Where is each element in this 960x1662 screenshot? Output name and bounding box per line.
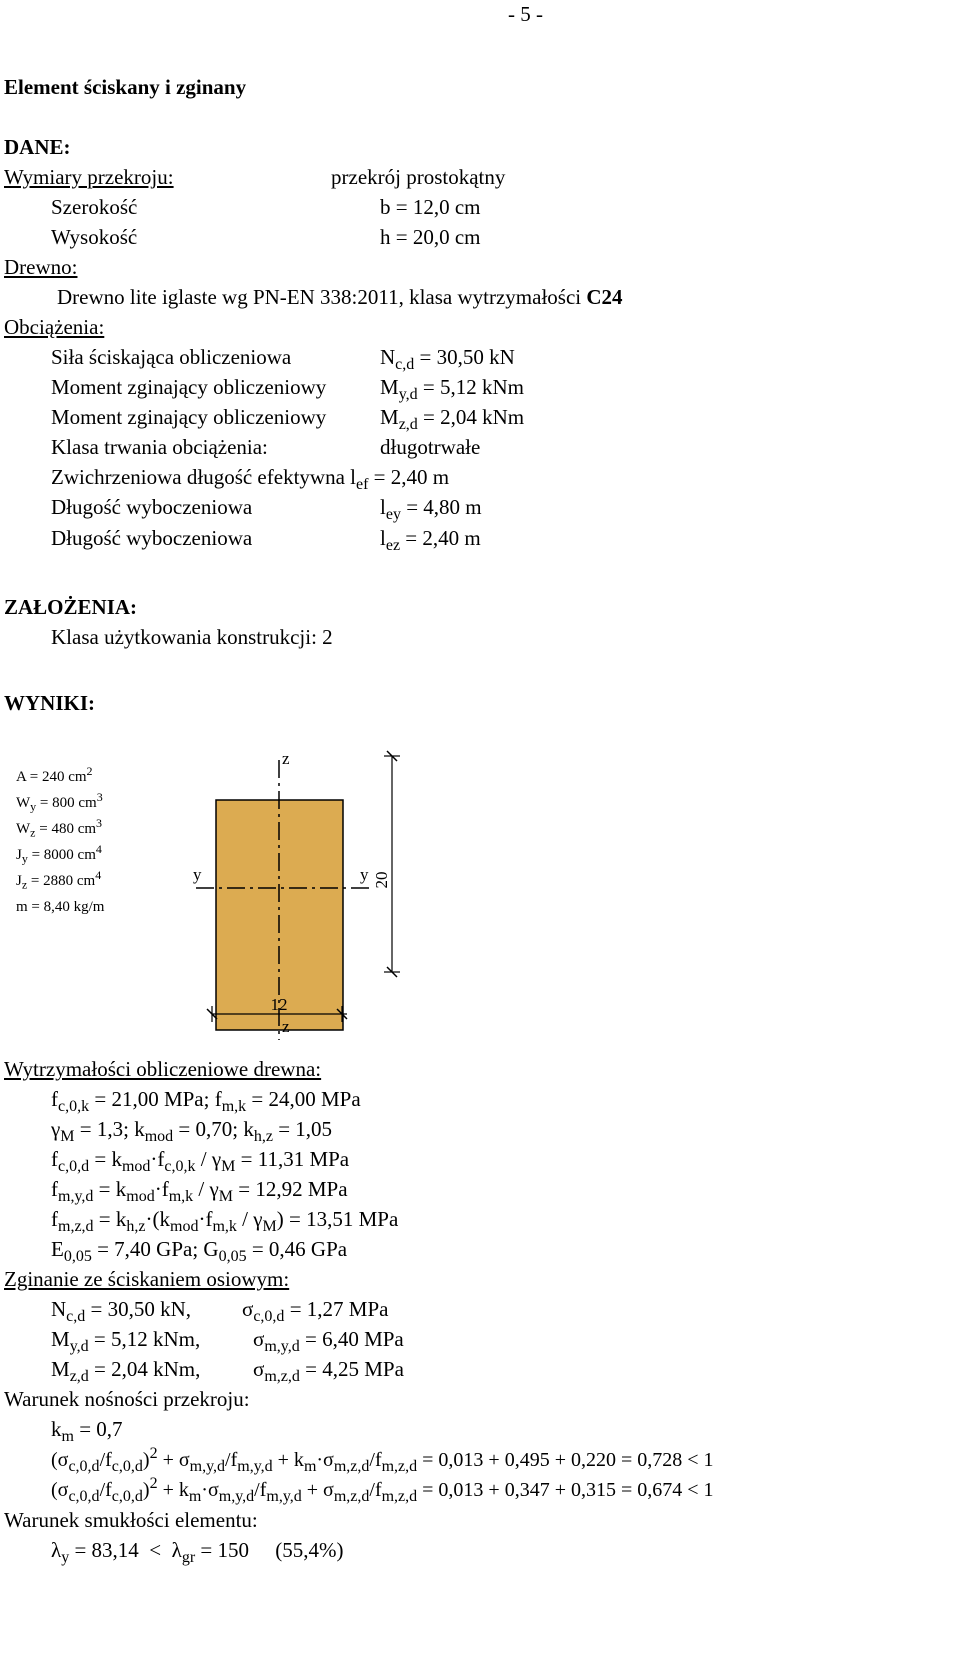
f1-p4s: m,y,d: [189, 1457, 226, 1475]
f2-p3e: 2: [149, 1475, 158, 1492]
lef-val: = 2,40 m: [368, 465, 450, 489]
f2-p7: + σ: [301, 1479, 334, 1501]
b2-b: = 5,12 kNm,: [88, 1327, 201, 1351]
height-dimension: [372, 751, 400, 977]
s5-a-sub: m,z,d: [58, 1217, 94, 1235]
s3-b-sub: mod: [121, 1157, 151, 1175]
s2-b: = 1,3; k: [74, 1117, 145, 1141]
s3-a-sub: c,0,d: [58, 1157, 90, 1175]
s5-b: = k: [93, 1207, 127, 1231]
s4-b-sub: mod: [126, 1187, 155, 1205]
drewno-label: Drewno:: [4, 255, 78, 279]
klasa-trwania-label: Klasa trwania obciążenia:: [51, 435, 268, 459]
axis-z-bottom-label: z: [282, 1017, 290, 1036]
prop-jy-exp: 4: [95, 842, 102, 856]
f1-p5s: m,y,d: [237, 1457, 273, 1475]
f2-p8: /f: [369, 1479, 382, 1501]
b2-a-sub: y,d: [69, 1337, 89, 1355]
cross-section-diagram: [180, 749, 420, 1080]
f1-p8s: m,z,d: [381, 1457, 418, 1475]
dim-width-label: 12: [270, 995, 288, 1014]
bending-row-2-left: [51, 1327, 201, 1355]
f1-p6s: m: [303, 1457, 317, 1475]
lef-label: Zwichrzeniowa długość efektywna l: [51, 465, 356, 489]
bending-row-1-left: [51, 1297, 192, 1325]
bending-row-1-right: [242, 1297, 389, 1325]
s2-a: γ: [51, 1117, 61, 1141]
b2-d: = 6,40 MPa: [299, 1327, 404, 1351]
sl-c: = 150 (55,4%): [195, 1538, 344, 1562]
zalozenia-text: Klasa użytkowania konstrukcji: 2: [51, 625, 333, 649]
bending-row-2-right: [253, 1327, 404, 1355]
bending-row-3-left: [51, 1357, 201, 1385]
s5-a: f: [51, 1207, 58, 1231]
f2-p4: + k: [157, 1479, 189, 1501]
s4-a: f: [51, 1177, 58, 1201]
s5-e-sub: M: [262, 1217, 277, 1235]
page-number: - 5 -: [508, 2, 543, 26]
sila-val: = 30,50 kN: [414, 345, 515, 369]
sila-label: Siła ściskająca obliczeniowa: [51, 345, 292, 369]
s1-a: f: [51, 1087, 58, 1111]
b2-a: M: [51, 1327, 70, 1351]
s5-f: ) = 13,51 MPa: [276, 1207, 399, 1231]
s5-c: ·(k: [145, 1207, 170, 1231]
prop-jz-sub: z: [21, 877, 28, 892]
prop-jz: [16, 868, 102, 892]
drewno-desc: [57, 287, 623, 308]
szerokosc-value: b = 12,0 cm: [380, 195, 481, 219]
s4-c-sub: m,k: [168, 1187, 194, 1205]
mz-value: [380, 405, 525, 433]
ley-val: = 4,80 m: [400, 495, 482, 519]
capacity-heading: Warunek nośności przekroju:: [4, 1387, 250, 1411]
my-val: = 5,12 kNm: [417, 375, 524, 399]
f2-p6s: m,y,d: [266, 1487, 302, 1505]
prop-wy-exp: 3: [96, 790, 103, 804]
capacity-formula-2: [51, 1475, 714, 1505]
s3-d: / γ: [195, 1147, 222, 1171]
s2-d: = 1,05: [272, 1117, 333, 1141]
prop-jy-val: = 8000 cm: [27, 847, 96, 863]
mz-label: Moment zginający obliczeniowy: [51, 405, 327, 429]
strength-line-5: [51, 1207, 399, 1235]
f2-p4s: m: [188, 1487, 202, 1505]
b3-d: = 4,25 MPa: [299, 1357, 404, 1381]
b1-a-sub: c,d: [66, 1307, 86, 1325]
prop-wy-sym: W: [16, 795, 31, 811]
sila-value: [380, 345, 515, 373]
prop-wy-val: = 800 cm: [36, 795, 97, 811]
ley-symbol: l: [380, 495, 386, 519]
s1-c: = 24,00 MPa: [246, 1087, 361, 1111]
lez-val: = 2,40 m: [400, 526, 481, 550]
b2-c: σ: [253, 1327, 265, 1351]
f1-p8: /f: [369, 1449, 382, 1471]
szerokosc-label: Szerokość: [51, 195, 138, 219]
s1-b: = 21,00 MPa; f: [89, 1087, 222, 1111]
lef-row: [51, 465, 450, 493]
my-sub: y,d: [398, 385, 418, 403]
axis-y-left-label: y: [193, 865, 202, 884]
s6-b-sub: 0,05: [218, 1247, 247, 1265]
s3-c: ·f: [150, 1147, 165, 1171]
f1-p7s: m,z,d: [333, 1457, 370, 1475]
strength-line-1: [51, 1087, 361, 1115]
f1-p4: + σ: [157, 1449, 190, 1471]
ley-sub: ey: [385, 505, 401, 523]
prop-jz-val: = 2880 cm: [27, 873, 96, 889]
km-val: = 0,7: [73, 1417, 123, 1441]
f1-p3: ): [142, 1449, 150, 1471]
s4-a-sub: m,y,d: [58, 1187, 94, 1205]
s5-e: / γ: [236, 1207, 263, 1231]
km-sym: k: [51, 1417, 62, 1441]
f1-p7: ·σ: [316, 1449, 334, 1471]
s2-c-sub: h,z: [253, 1127, 273, 1145]
s2-a-sub: M: [60, 1127, 75, 1145]
s6-b: = 7,40 GPa; G: [91, 1237, 219, 1261]
bending-row-3-right: [253, 1357, 404, 1385]
s4-b: = k: [93, 1177, 127, 1201]
zalozenia-heading: ZAŁOŻENIA:: [4, 595, 138, 619]
wyniki-heading: WYNIKI:: [4, 691, 96, 715]
sl-b-sub: gr: [181, 1548, 196, 1566]
f1-p3e: 2: [149, 1445, 158, 1462]
b2-c-sub: m,y,d: [264, 1337, 300, 1355]
strength-line-3: [51, 1147, 350, 1175]
lez-value: [380, 526, 481, 554]
strength-line-4: [51, 1177, 348, 1205]
s4-d: / γ: [193, 1177, 219, 1201]
slenderness-heading: Warunek smukłości elementu:: [4, 1508, 258, 1532]
f2-p5: ·σ: [201, 1479, 219, 1501]
wymiary-value: przekrój prostokątny: [331, 165, 506, 189]
sl-b: = 83,14 < λ: [69, 1538, 182, 1562]
b1-c: σ: [242, 1297, 254, 1321]
s4-d-sub: M: [218, 1187, 234, 1205]
f2-p2: /f: [99, 1479, 112, 1501]
f1-result: = 0,013 + 0,495 + 0,220 = 0,728 < 1: [417, 1449, 714, 1471]
f2-p7s: m,z,d: [333, 1487, 370, 1505]
s5-c-sub: mod: [170, 1217, 199, 1235]
my-symbol: M: [380, 375, 399, 399]
prop-wz-sub: z: [30, 825, 36, 840]
prop-wy: [16, 790, 103, 814]
lez-sub: ez: [385, 536, 401, 554]
s6-a-sub: 0,05: [63, 1247, 92, 1265]
prop-area: [16, 764, 93, 785]
klasa-trwania-value: długotrwałe: [380, 435, 481, 459]
f2-p1: (σ: [51, 1479, 69, 1501]
dane-heading: DANE:: [4, 135, 71, 159]
lez-label: Długość wyboczeniowa: [51, 526, 253, 550]
s3-c-sub: c,0,k: [164, 1157, 196, 1175]
s3-e: = 11,31 MPa: [235, 1147, 350, 1171]
sila-sub: c,d: [395, 355, 415, 373]
capacity-formula-1: [51, 1445, 714, 1475]
wymiary-label: Wymiary przekroju:: [4, 165, 174, 189]
sila-symbol: N: [380, 345, 396, 369]
lef-sub: ef: [355, 475, 369, 493]
f2-p5s: m,y,d: [218, 1487, 255, 1505]
s6-c: = 0,46 GPa: [246, 1237, 348, 1261]
f1-p2: /f: [99, 1449, 112, 1471]
slenderness-row: [51, 1538, 344, 1566]
km-row: [51, 1417, 123, 1445]
mz-sub: z,d: [398, 415, 418, 433]
obciazenia-label: Obciążenia:: [4, 315, 105, 339]
ley-value: [380, 495, 482, 523]
f2-p8s: m,z,d: [381, 1487, 418, 1505]
prop-area-text: A = 240 cm: [16, 769, 87, 785]
s3-d-sub: M: [221, 1157, 236, 1175]
axis-z-top-label: z: [282, 749, 290, 768]
s4-c: ·f: [154, 1177, 169, 1201]
sl-a-sub: y: [61, 1548, 70, 1566]
prop-wy-sub: y: [30, 799, 37, 814]
lez-symbol: l: [380, 526, 386, 550]
prop-wz-val: = 480 cm: [35, 821, 97, 837]
s5-b-sub: h,z: [126, 1217, 146, 1235]
s6-a: E: [51, 1237, 64, 1261]
sl-a: λ: [51, 1538, 62, 1562]
s3-b: = k: [89, 1147, 122, 1171]
prop-jz-sym: J: [16, 873, 22, 889]
mz-val: = 2,04 kNm: [417, 405, 525, 429]
s1-b-sub: m,k: [221, 1097, 247, 1115]
f2-p2s: c,0,d: [111, 1487, 143, 1505]
prop-jz-exp: 4: [95, 868, 102, 882]
strength-line-2: [51, 1117, 333, 1145]
prop-wz-exp: 3: [96, 816, 103, 830]
b3-a: M: [51, 1357, 70, 1381]
s3-a: f: [51, 1147, 58, 1171]
s1-a-sub: c,0,k: [58, 1097, 90, 1115]
mz-symbol: M: [380, 405, 399, 429]
prop-jy-sym: J: [16, 847, 22, 863]
f1-p1s: c,0,d: [68, 1457, 100, 1475]
b3-c-sub: m,z,d: [264, 1367, 300, 1385]
my-value: [380, 375, 524, 403]
s4-e: = 12,92 MPa: [233, 1177, 348, 1201]
prop-mass: m = 8,40 kg/m: [16, 899, 105, 915]
prop-jy: [16, 842, 102, 866]
my-label: Moment zginający obliczeniowy: [51, 375, 327, 399]
f2-p6: /f: [254, 1479, 267, 1501]
ley-label: Długość wyboczeniowa: [51, 495, 253, 519]
drewno-class: C24: [586, 285, 623, 309]
wysokosc-value: h = 20,0 cm: [380, 225, 481, 249]
dim-height-label: 20: [372, 871, 391, 889]
km-sub: m: [61, 1427, 74, 1445]
s2-b-sub: mod: [144, 1127, 174, 1145]
f1-p5: /f: [225, 1449, 238, 1471]
bending-heading: Zginanie ze ściskaniem osiowym:: [4, 1267, 290, 1291]
f2-p3: ): [142, 1479, 150, 1501]
s2-c: = 0,70; k: [173, 1117, 254, 1141]
f1-p2s: c,0,d: [111, 1457, 143, 1475]
prop-wz: [16, 816, 103, 840]
f2-p1s: c,0,d: [68, 1487, 100, 1505]
strength-heading: Wytrzymałości obliczeniowe drewna:: [4, 1057, 322, 1081]
s5-d-sub: m,k: [212, 1217, 237, 1235]
axis-y-right-label: y: [360, 865, 369, 884]
b3-a-sub: z,d: [69, 1367, 89, 1385]
section-title: Element ściskany i zginany: [4, 75, 247, 99]
b1-c-sub: c,0,d: [253, 1307, 285, 1325]
f1-p6: + k: [272, 1449, 304, 1471]
strength-line-6: [51, 1237, 348, 1265]
b3-b: = 2,04 kNm,: [88, 1357, 201, 1381]
wysokosc-label: Wysokość: [51, 225, 138, 249]
drewno-desc-text: Drewno lite iglaste wg PN-EN 338:2011, klasa wytrzymałości: [57, 285, 587, 309]
f2-result: = 0,013 + 0,347 + 0,315 = 0,674 < 1: [417, 1479, 714, 1501]
b1-a: N: [51, 1297, 67, 1321]
b1-b: = 30,50 kN,: [85, 1297, 192, 1321]
f1-p1: (σ: [51, 1449, 69, 1471]
s5-d: ·f: [198, 1207, 213, 1231]
prop-jy-sub: y: [21, 851, 28, 866]
b3-c: σ: [253, 1357, 265, 1381]
prop-area-exp: 2: [86, 764, 93, 778]
b1-d: = 1,27 MPa: [284, 1297, 389, 1321]
prop-wz-sym: W: [16, 821, 31, 837]
